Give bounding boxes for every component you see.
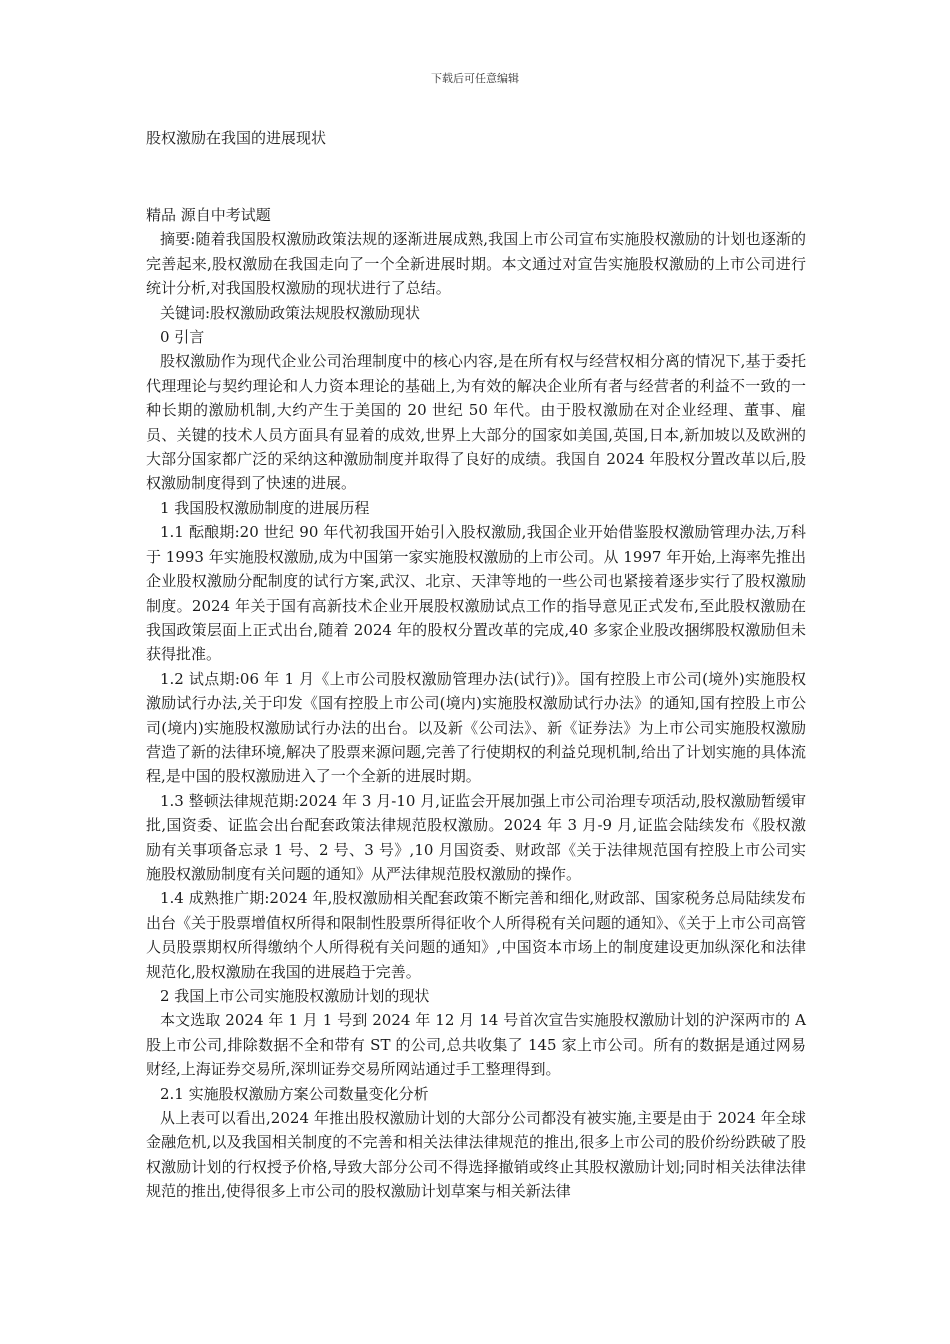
section-heading: 1 我国股权激励制度的进展历程 <box>160 498 370 517</box>
body-paragraph: 从上表可以看出,2024 年推出股权激励计划的大部分公司都没有被实施,主要是由于 2024 年全球金融危机,以及我国相关制度的不完善和相关法律法律规范的推出,很多上市公司的股价纷纷跌破了股权激励计划的行权授予价格,导致大部分公司不得选择撤销或终止其股权激励计划;同时相关法律法律规范的推出,使得很多上市公司的股权激励计划草案与相关新法律 <box>146 1109 806 1201</box>
page-header: 下载后可任意编辑 <box>431 72 519 85</box>
subsection-heading: 2.1 实施股权激励方案公司数量变化分析 <box>160 1084 429 1103</box>
source-line: 精品 源自中考试题 <box>146 206 271 224</box>
document-title: 股权激励在我国的进展现状 <box>146 129 327 147</box>
body-paragraph: 本文选取 2024 年 1 月 1 号到 2024 年 12 月 14 号首次宣告实施股权激励计划的沪深两市的 A 股上市公司,排除数据不全和带有 ST 的公司,总共收集了 145 家上市公司。所有的数据是通过网易财经,上海证券交易所,深圳证券交易所网站通过手工整理得到。 <box>146 1011 806 1079</box>
section-heading: 2 我国上市公司实施股权激励计划的现状 <box>160 987 430 1005</box>
body-paragraph: 1.1 酝酿期:20 世纪 90 年代初我国开始引入股权激励,我国企业开始借鉴股权激励管理办法,万科于 1993 年实施股权激励,成为中国第一家实施股权激励的上市公司。从 1997 年开始,上海率先推出企业股权激励分配制度的试行方案,武汉、北京、天津等地的一些公司也紧接着逐步实行了股权激励制度。2024 年关于国有高新技术企业开展股权激励试点工作的指导意见正式发布,至此股权激励在我国政策层面上正式出台,随着 2024 年的股权分置改革的完成,40 多家企业股改捆绑股权激励但未获得批准。 <box>146 523 806 664</box>
body-paragraph: 1.4 成熟推广期:2024 年,股权激励相关配套政策不断完善和细化,财政部、国家税务总局陆续发布出台《关于股票增值权所得和限制性股票所得征收个人所得税有关问题的通知》、《关于上市公司高管人员股票期权所得缴纳个人所得税有关问题的通知》,中国资本市场上的制度建设更加纵深化和法律规范化,股权激励在我国的进展趋于完善。 <box>146 889 807 981</box>
abstract-paragraph: 摘要:随着我国股权激励政策法规的逐渐进展成熟,我国上市公司宣布实施股权激励的计划也逐渐的完善起来,股权激励在我国走向了一个全新进展时期。本文通过对宣告实施股权激励的上市公司进行统计分析,对我国股权激励的现状进行了总结。 <box>146 230 806 298</box>
body-paragraph: 1.3 整顿法律规范期:2024 年 3 月-10 月,证监会开展加强上市公司治理专项活动,股权激励暂缓审批,国资委、证监会出台配套政策法律规范股权激励。2024 年 3 月-9 月,证监会陆续发布《股权激励有关事项备忘录 1 号、2 号、3 号》,10 月国资委、财政部《关于法律规范国有控股上市公司实施股权激励制度有关问题的通知》从严法律规范股权激励的操作。 <box>146 791 806 883</box>
body-paragraph: 股权激励作为现代企业公司治理制度中的核心内容,是在所有权与经营权相分离的情况下,基于委托代理理论与契约理论和人力资本理论的基础上,为有效的解决企业所有者与经营者的利益不一致的一种长期的激励机制,大约产生于美国的 20 世纪 50 年代。由于股权激励在对企业经理、董事、雇员、关键的技术人员方面具有显着的成效,世界上大部分的国家如美国,英国,日本,新加坡以及欧洲的大部分国家都广泛的采纳这种激励制度并取得了良好的成绩。我国自 2024 年股权分置改革以后,股权激励制度得到了快速的进展。 <box>146 352 806 493</box>
body-paragraph: 1.2 试点期:06 年 1 月《上市公司股权激励管理办法(试行)》。国有控股上市公司(境外)实施股权激励试行办法,关于印发《国有控股上市公司(境内)实施股权激励试行办法》的通知,国有控股上市公司(境内)实施股权激励试行办法的出台。以及新《公司法》、新《证券法》为上市公司实施股权激励营造了新的法律环境,解决了股票来源问题,完善了行使期权的利益兑现机制,给出了计划实施的具体流程,是中国的股权激励进入了一个全新的进展时期。 <box>146 669 806 786</box>
document-body <box>146 203 806 1204</box>
keywords-line: 关键词:股权激励政策法规股权激励现状 <box>160 303 421 322</box>
section-heading: 0 引言 <box>160 328 205 347</box>
